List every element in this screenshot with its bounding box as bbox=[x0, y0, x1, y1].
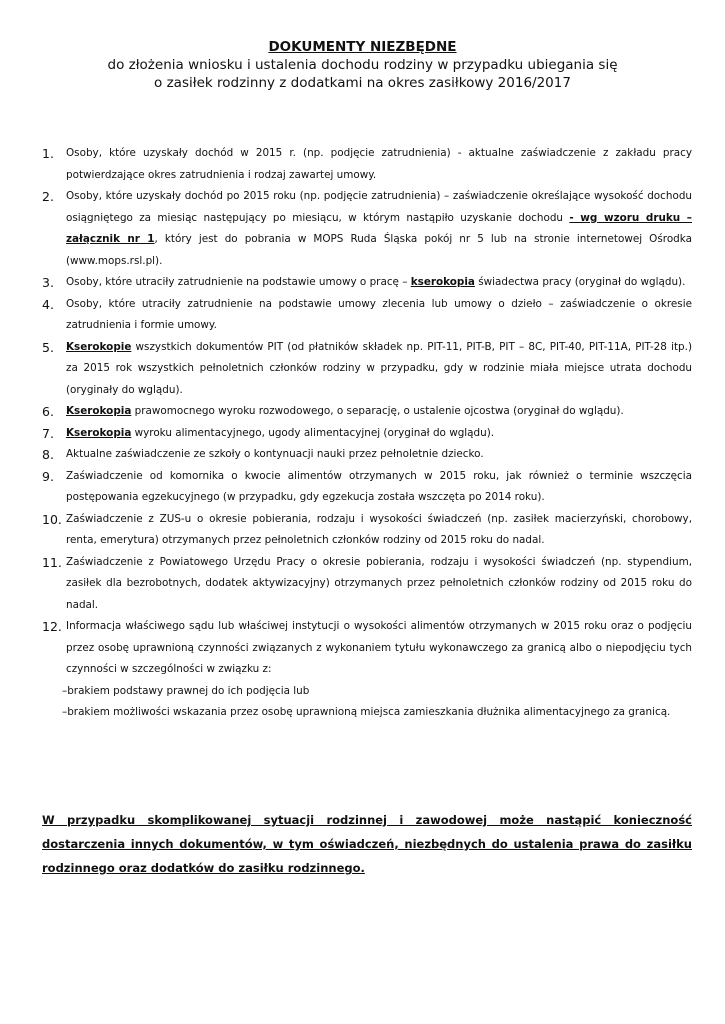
list-item-number: 1. bbox=[42, 146, 54, 161]
list-item-text: Aktualne zaświadczenie ze szkoły o kontynuacji nauki przez pełnoletnie dziecko. bbox=[66, 448, 484, 460]
emphasis-text: - wg wzoru druku – załącznik nr 1 bbox=[66, 211, 693, 245]
list-item bbox=[42, 272, 692, 294]
list-item-text-part: wszystkich dokumentów PIT (od płatników składek np. PIT-11, PIT-B, PIT – 8C, PIT-40, PIT-11A, PIT-28 itp.) za 2015 rok wszystkich pełnoletnich członków rodziny w przypadku, gdy w rodzinie miała miejsce utrata dochodu (oryginały do wglądu). bbox=[66, 340, 692, 396]
list-item-number: 8. bbox=[42, 447, 54, 462]
list-item-text bbox=[66, 337, 692, 402]
list-item-text-part: wyroku alimentacyjnego, ugody alimentacyjnej (oryginał do wglądu). bbox=[131, 426, 495, 439]
emphasis-text: Kserokopie bbox=[66, 340, 132, 353]
list-item-text: Zaświadczenie z Powiatowego Urzędu Pracy o okresie pobierania, rodzaju i wysokości świadczeń (np. stypendium, zasiłek dla bezrobotnych, dodatek aktywizacyjny) otrzymanych przez pełnoletnich członków rodziny od 2015 roku do nadal. bbox=[66, 555, 692, 611]
list-item-text: Zaświadczenie z ZUS-u o okresie pobierania, rodzaju i wysokości świadczeń (np. zasiłek macierzyński, chorobowy, renta, emerytura) otrzymanych przez pełnoletnich członków rodziny od 2015 roku do nadal. bbox=[66, 512, 692, 546]
list-item bbox=[42, 466, 692, 509]
list-item-number: 2. bbox=[42, 189, 54, 204]
list-item bbox=[42, 509, 692, 552]
list-item bbox=[42, 401, 692, 423]
sub-list-item: –brakiem podstawy prawnej do ich podjęcia lub bbox=[62, 684, 310, 697]
emphasis-text: Kserokopia bbox=[66, 426, 132, 439]
list-item bbox=[42, 186, 692, 272]
list-item bbox=[42, 337, 692, 402]
list-item-number: 3. bbox=[42, 275, 54, 290]
list-item bbox=[42, 552, 692, 617]
list-item-number: 11. bbox=[42, 554, 62, 570]
list-item bbox=[42, 444, 692, 466]
list-item-text: Osoby, które uzyskały dochód w 2015 r. (np. podjęcie zatrudnienia) - aktualne zaświadczenie z zakładu pracy potwierdzające okres zatrudnienia i rodzaj zawartej umowy. bbox=[66, 147, 692, 181]
list-item bbox=[42, 294, 692, 337]
emphasis-text: Kserokopia bbox=[66, 405, 132, 417]
footer-note: W przypadku skomplikowanej sytuacji rodzinnej i zawodowej może nastąpić konieczność dostarczenia innych dokumentów, w tym oświadczeń, niezbędnych do ustalenia prawa do zasiłku rodzinnego oraz dodatków do zasiłku rodzinnego. bbox=[42, 813, 692, 875]
sub-list-item: –brakiem możliwości wskazania przez osobę uprawnioną miejsca zamieszkania dłużnika alimentacyjnego za granicą. bbox=[62, 706, 671, 718]
documents-list bbox=[42, 143, 692, 724]
list-item-number: 6. bbox=[42, 404, 54, 419]
document-subtitle-line-1: do złożenia wniosku i ustalenia dochodu rodziny w przypadku ubiegania się bbox=[107, 57, 618, 73]
list-item-text: Informacja właściwego sądu lub właściwej instytucji o wysokości alimentów otrzymanych w 2015 roku oraz o podjęciu przez osobę uprawnioną czynności związanych z wykonaniem tytułu wykonawczego za granicą albo o niepodjęciu tych czynności w szczególności w związku z: bbox=[66, 620, 692, 675]
list-item-text-part: świadectwa pracy (oryginał do wglądu). bbox=[474, 276, 686, 288]
list-item-number: 10. bbox=[42, 511, 62, 527]
list-item-number: 12. bbox=[42, 619, 62, 634]
list-item-text-part: prawomocnego wyroku rozwodowego, o separację, o ustalenie ojcostwa (oryginał do wglądu). bbox=[131, 405, 624, 417]
document-header bbox=[0, 38, 725, 92]
emphasis-text: kserokopia bbox=[410, 276, 475, 288]
document-title: DOKUMENTY NIEZBĘDNE bbox=[268, 39, 457, 55]
list-item-text bbox=[66, 401, 692, 423]
list-item-text: Osoby, które utraciły zatrudnienie na podstawie umowy zlecenia lub umowy o dzieło – zaświadczenie o okresie zatrudnienia i formie umowy. bbox=[66, 297, 692, 331]
list-item-text-part: , który jest do pobrania w MOPS Ruda Śląska pokój nr 5 lub na stronie internetowej Ośrodka (www.mops.rsl.pl). bbox=[66, 233, 692, 267]
list-item bbox=[42, 423, 692, 445]
list-item-text bbox=[66, 272, 692, 294]
list-item bbox=[42, 143, 692, 186]
list-item-number: 7. bbox=[42, 425, 54, 441]
list-item-text bbox=[66, 423, 692, 445]
list-item-text-part: Osoby, które uzyskały dochód po 2015 roku (np. podjęcie zatrudnienia) – zaświadczenie określające wysokość dochodu osiągniętego za miesiąc następujący po miesiącu, w którym nastąpiło uzyskanie dochodu bbox=[66, 190, 692, 224]
document-subtitle-line-2: o zasiłek rodzinny z dodatkami na okres zasiłkowy 2016/2017 bbox=[154, 75, 571, 91]
list-item-number: 9. bbox=[42, 468, 54, 484]
list-item-text bbox=[66, 186, 692, 272]
list-item bbox=[42, 616, 692, 681]
list-item-text-part: Osoby, które utraciły zatrudnienie na podstawie umowy o pracę – bbox=[66, 276, 411, 288]
list-item-number: 4. bbox=[42, 296, 54, 312]
list-item-number: 5. bbox=[42, 339, 54, 355]
list-item-text: Zaświadczenie od komornika o kwocie alimentów otrzymanych w 2015 roku, jak również o terminie wszczęcia postępowania egzekucyjnego (w przypadku, gdy egzekucja została wszczęta po 2014 roku). bbox=[66, 469, 692, 503]
